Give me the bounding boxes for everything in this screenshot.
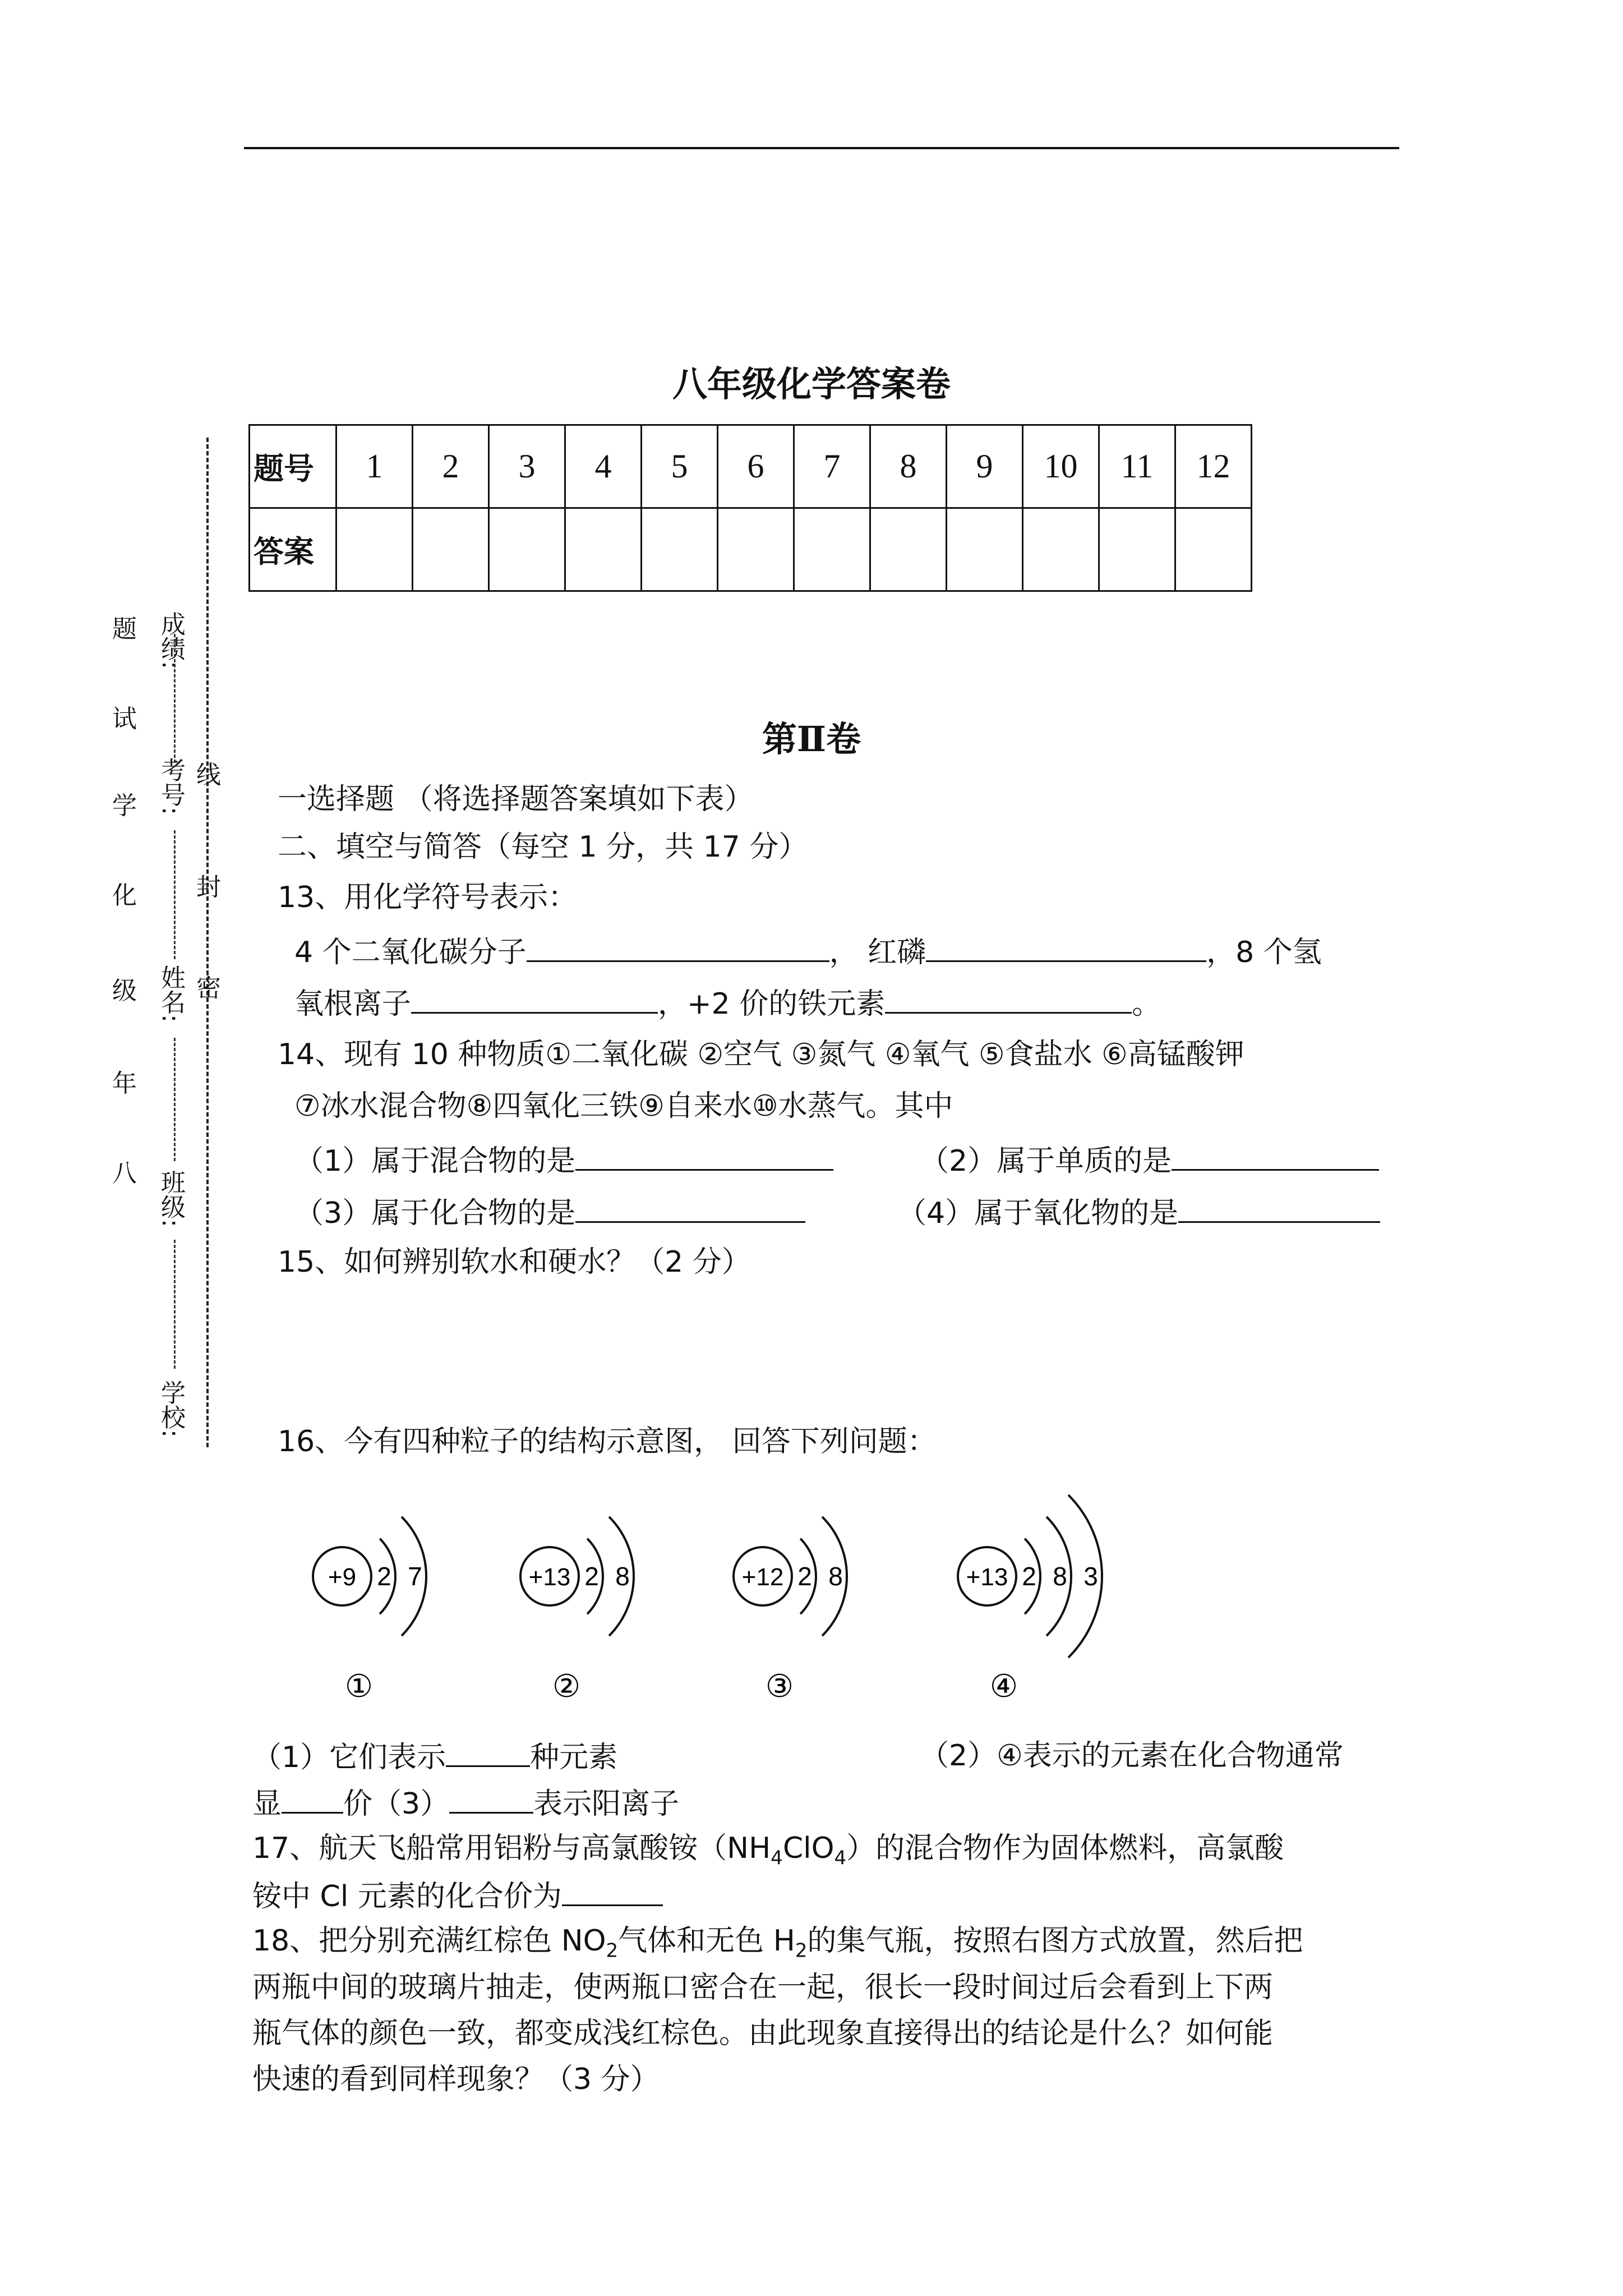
- page-title: 八年级化学答案卷: [672, 364, 951, 404]
- answer-blank[interactable]: [926, 931, 1206, 962]
- name-label: 姓名:: [156, 965, 185, 1023]
- seal-char: 密: [196, 974, 221, 1002]
- question-16: 16、今有四种粒子的结构示意图， 回答下列问题：: [278, 1425, 937, 1458]
- question-text: 气体和无色 H: [618, 1924, 795, 1958]
- question-number-cell: 5: [642, 425, 718, 508]
- question-number-cell: 4: [565, 425, 642, 508]
- question-number-cell: 6: [718, 425, 794, 508]
- question-14-part-2: [920, 1140, 1379, 1181]
- electron-count: 3: [1083, 1562, 1098, 1591]
- answer-blank[interactable]: [282, 1783, 343, 1814]
- class-label: 班级:: [156, 1170, 185, 1227]
- answer-cell[interactable]: [718, 508, 794, 591]
- question-text: 种元素: [530, 1741, 618, 1774]
- seal-char: 封: [196, 873, 221, 901]
- particle-diagram: [280, 1492, 1234, 1717]
- table-header-cell: 答案: [250, 508, 336, 591]
- class-fill-line[interactable]: [174, 1240, 176, 1369]
- question-number-cell: 11: [1099, 425, 1175, 508]
- answer-cell[interactable]: [642, 508, 718, 591]
- answer-cell[interactable]: [1023, 508, 1099, 591]
- name-fill-line[interactable]: [174, 1038, 176, 1161]
- answer-cell[interactable]: [794, 508, 870, 591]
- question-text: ClO: [782, 1832, 834, 1865]
- question-number-cell: 12: [1175, 425, 1252, 508]
- question-16-line-b: [252, 1783, 679, 1824]
- nucleus-charge: +12: [741, 1563, 784, 1591]
- question-17-cont: [252, 1875, 663, 1916]
- answer-blank[interactable]: [411, 983, 658, 1014]
- particle-label: ①: [344, 1668, 374, 1705]
- binding-char: 试: [112, 705, 137, 733]
- answer-cell[interactable]: [870, 508, 947, 591]
- question-18-cont: 快速的看到同样现象？（3 分）: [252, 2063, 660, 2096]
- answer-blank[interactable]: [449, 1783, 533, 1814]
- answer-blank[interactable]: [1178, 1192, 1380, 1223]
- binding-char: 题: [112, 615, 137, 643]
- particle-4: [958, 1495, 1102, 1705]
- question-text: 18、把分别充满红棕色 NO: [252, 1924, 606, 1958]
- electron-count: 2: [1022, 1562, 1036, 1591]
- question-number-cell: 8: [870, 425, 947, 508]
- nucleus-charge: +9: [328, 1563, 357, 1591]
- answer-blank[interactable]: [562, 1875, 663, 1906]
- question-text: 铵中 Cl 元素的化合价为: [252, 1880, 562, 1913]
- question-18-cont: 瓶气体的颜色一致，都变成浅红棕色。由此现象直接得出的结论是什么？如何能: [252, 2017, 1274, 2050]
- exam-number-fill-line[interactable]: [174, 830, 176, 959]
- question-17: [252, 1829, 1284, 1878]
- question-text: （1）属于混合物的是: [294, 1144, 576, 1178]
- question-text: （2）属于单质的是: [920, 1144, 1172, 1178]
- table-row: [250, 508, 1252, 591]
- subscript: 4: [834, 1847, 847, 1870]
- exam-number-label: 考号:: [156, 757, 185, 815]
- electron-count: 2: [584, 1562, 599, 1591]
- subscript: 2: [795, 1939, 808, 1962]
- answer-cell[interactable]: [947, 508, 1023, 591]
- answer-cell[interactable]: [1175, 508, 1252, 591]
- question-13: 13、用化学符号表示：: [278, 881, 578, 914]
- question-18: [252, 1921, 1303, 1970]
- particle-label: ④: [989, 1668, 1018, 1705]
- school-label: 学校:: [156, 1380, 185, 1438]
- question-13-line-b: [294, 983, 1161, 1024]
- question-text: 显: [252, 1787, 282, 1821]
- question-13-line-a: [294, 931, 1322, 972]
- subscript: 2: [606, 1939, 619, 1962]
- question-number-cell: 1: [336, 425, 413, 508]
- particle-3: [734, 1517, 847, 1705]
- seal-char: 线: [196, 761, 221, 789]
- question-text: （1）它们表示: [252, 1741, 446, 1774]
- nucleus-charge: +13: [966, 1563, 1008, 1591]
- question-number-cell: 3: [489, 425, 565, 508]
- electron-count: 2: [377, 1562, 391, 1591]
- particle-label: ②: [552, 1668, 581, 1705]
- question-14: 14、现有 10 种物质①二氧化碳 ②空气 ③氮气 ④氧气 ⑤食盐水 ⑥高锰酸钾: [278, 1038, 1244, 1071]
- question-number-cell: 2: [413, 425, 489, 508]
- question-number-cell: 7: [794, 425, 870, 508]
- answer-blank[interactable]: [1172, 1140, 1379, 1171]
- question-text: ， 红磷: [829, 936, 926, 969]
- score-label: 成绩:: [156, 611, 185, 669]
- question-text: （4）属于氧化物的是: [897, 1197, 1179, 1230]
- answer-blank[interactable]: [575, 1140, 833, 1171]
- answer-cell[interactable]: [336, 508, 413, 591]
- question-text: ，+2 价的铁元素: [658, 987, 886, 1021]
- question-16-line-a2: （2）④表示的元素在化合物通常: [920, 1739, 1344, 1773]
- electron-count: 8: [828, 1562, 843, 1591]
- question-number-cell: 10: [1023, 425, 1099, 508]
- answer-cell[interactable]: [489, 508, 565, 591]
- table-row: [250, 425, 1252, 508]
- question-18-cont: 两瓶中间的玻璃片抽走，使两瓶口密合在一起，很长一段时间过后会看到上下两: [252, 1971, 1274, 2004]
- question-text: 17、航天飞船常用铝粉与高氯酸铵（NH: [252, 1832, 771, 1865]
- electron-count: 2: [797, 1562, 812, 1591]
- answer-blank[interactable]: [885, 983, 1132, 1014]
- instruction-line: 二、填空与简答（每空 1 分，共 17 分）: [278, 830, 808, 864]
- question-text: 。: [1132, 987, 1161, 1021]
- answer-blank[interactable]: [527, 931, 829, 962]
- answer-blank[interactable]: [575, 1192, 805, 1223]
- question-text: 表示阳离子: [533, 1787, 680, 1821]
- question-14-cont: ⑦冰水混合物⑧四氧化三铁⑨自来水⑩水蒸气。其中: [294, 1089, 953, 1123]
- answer-blank[interactable]: [446, 1736, 530, 1767]
- particle-1: [313, 1517, 426, 1705]
- subscript: 4: [771, 1847, 783, 1870]
- question-text: 价（3）: [343, 1787, 450, 1821]
- question-text: 的集气瓶，按照右图方式放置，然后把: [807, 1924, 1303, 1958]
- binding-char: 八: [112, 1159, 137, 1188]
- question-15: 15、如何辨别软水和硬水？（2 分）: [278, 1245, 751, 1279]
- question-number-cell: 9: [947, 425, 1023, 508]
- binding-line: [206, 438, 209, 1447]
- particle-label: ③: [765, 1668, 794, 1705]
- answer-table: [248, 424, 1252, 592]
- binding-char: 级: [112, 977, 137, 1005]
- binding-char: 化: [112, 881, 137, 910]
- question-16-line-a: [252, 1736, 617, 1777]
- table-header-cell: 题号: [250, 425, 336, 508]
- question-text: 氧根离子: [294, 987, 412, 1021]
- instruction-line: 一选择题 （将选择题答案填如下表）: [278, 783, 754, 816]
- header-rule: [244, 147, 1399, 149]
- electron-count: 7: [408, 1562, 422, 1591]
- binding-char: 学: [112, 792, 137, 820]
- nucleus-charge: +13: [528, 1563, 571, 1591]
- section-title: 第Ⅱ卷: [762, 719, 861, 760]
- electron-count: 8: [615, 1562, 630, 1591]
- question-14-part-1: [294, 1140, 833, 1181]
- particle-2: [520, 1517, 634, 1705]
- question-text: （3）属于化合物的是: [294, 1197, 576, 1230]
- question-text: ）的混合物作为固体燃料，高氯酸: [846, 1832, 1284, 1865]
- question-14-part-3: [294, 1192, 805, 1233]
- electron-count: 8: [1053, 1562, 1067, 1591]
- binding-char: 年: [112, 1069, 137, 1098]
- question-14-part-4: [897, 1192, 1380, 1233]
- answer-cell[interactable]: [565, 508, 642, 591]
- question-text: ，8 个氢: [1206, 936, 1322, 969]
- question-text: 4 个二氧化碳分子: [294, 936, 527, 969]
- answer-cell[interactable]: [413, 508, 489, 591]
- answer-cell[interactable]: [1099, 508, 1175, 591]
